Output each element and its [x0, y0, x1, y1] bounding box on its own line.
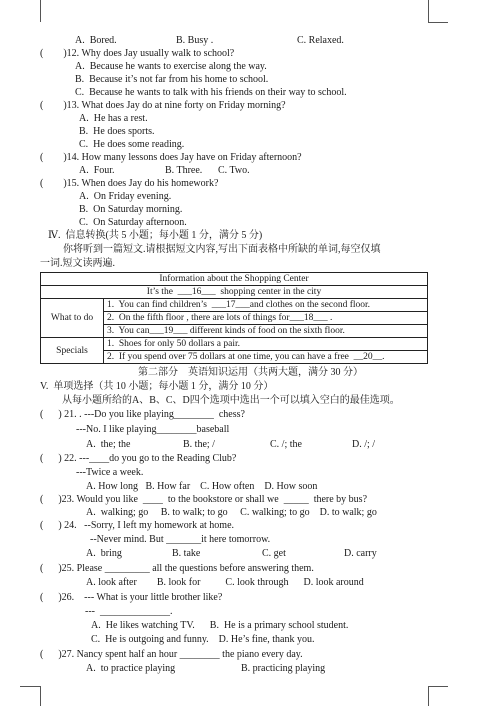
- question-14: ( )14. How many lessons does Jay have on Friday afternoon?: [40, 152, 302, 163]
- q14-option-b: B. Three.: [165, 165, 203, 176]
- q14-option-a: A. Four.: [79, 165, 115, 176]
- q13-option-c: C. He does some reading.: [79, 139, 185, 150]
- question-22: ( ) 22. ---____do you go to the Reading Club?: [40, 453, 237, 464]
- q13-option-a: A. He has a rest.: [79, 113, 148, 124]
- question-13: ( )13. What does Jay do at nine forty on Friday morning?: [40, 100, 286, 111]
- question-26: ( )26. --- What is your little brother like?: [40, 592, 223, 603]
- q25-options: A. look after B. look for C. look through D. look around: [86, 577, 364, 588]
- crop-mark-bottom-left: [40, 686, 41, 706]
- q15-option-a: A. On Friday evening.: [79, 191, 172, 202]
- q21-option-d: D. /; /: [352, 439, 376, 450]
- section-4-instruction: 你将听到一篇短文.请根据短文内容,写出下面表格中所缺的单词,每空仅填: [63, 244, 381, 255]
- crop-mark-bottom-left-h: [20, 686, 40, 687]
- specials-item-1: 1. Shoes for only 50 dollars a pair.: [104, 338, 428, 351]
- q21-option-c: C. /; the: [270, 439, 302, 450]
- q11-option-c: C. Relaxed.: [297, 35, 344, 46]
- crop-mark-bottom-right-h: [428, 686, 448, 687]
- q22-options: A. How long B. How far C. How often D. How soon: [86, 481, 318, 492]
- q12-option-b: B. Because it’s not far from his home to school.: [75, 74, 269, 85]
- q14-option-c: C. Two.: [218, 165, 250, 176]
- q27-option-b: B. practicing playing: [241, 663, 326, 674]
- specials-item-2: 2. If you spend over 75 dollars at one time, you can have a free __20__.: [104, 351, 428, 364]
- q13-option-b: B. He does sports.: [79, 126, 155, 137]
- q15-option-c: C. On Saturday afternoon.: [79, 217, 187, 228]
- question-21: ( ) 21. . ---Do you like playing________ chess?: [40, 409, 245, 420]
- question-24-reply: --Never mind. But _______it here tomorrow.: [90, 534, 271, 545]
- q21-option-a: A. the; the: [86, 439, 131, 450]
- what-to-do-label: What to do: [41, 299, 104, 338]
- crop-mark-top-right: [428, 0, 429, 22]
- table-header: Information about the Shopping Center: [41, 273, 428, 286]
- shopping-center-table: [40, 272, 428, 364]
- q24-option-c: C. get: [262, 548, 286, 559]
- q11-option-b: B. Busy .: [176, 35, 214, 46]
- crop-mark-top-left: [40, 0, 41, 22]
- question-27: ( )27. Nancy spent half an hour ________ the piano every day.: [40, 649, 303, 660]
- q23-options: A. walking; go B. to walk; to go C. walking; to go D. to walk; go: [86, 507, 377, 518]
- crop-mark-bottom-right: [428, 686, 429, 706]
- crop-mark-top-right-h: [428, 22, 448, 23]
- question-25: ( )25. Please _________ all the questions before answering them.: [40, 563, 314, 574]
- section-5-heading: V. 单项选择（共 10 小题；每小题 1 分，满分 10 分）: [40, 381, 274, 392]
- section-5-instruction: 从每小题所给的A、B、C、D四个选项中选出一个可以填入空白的最佳选项。: [62, 395, 400, 406]
- q15-option-b: B. On Saturday morning.: [79, 204, 183, 215]
- specials-label: Specials: [41, 338, 104, 364]
- q21-option-b: B. the; /: [183, 439, 215, 450]
- section-4-heading: Ⅳ. 信息转换(共 5 小题；每小题 1 分，满分 5 分): [48, 230, 263, 241]
- q12-option-a: A. Because he wants to exercise along the way.: [75, 61, 267, 72]
- q12-option-c: C. Because he wants to talk with his friends on their way to school.: [75, 87, 347, 98]
- q11-option-a: A. Bored.: [75, 35, 117, 46]
- what-to-do-item-1: 1. You can find children’s ___17___and clothes on the second floor.: [104, 299, 428, 312]
- question-12: ( )12. Why does Jay usually walk to school?: [40, 48, 235, 59]
- table-row-shopping-center: It’s the ___16___ shopping center in the city: [41, 286, 428, 299]
- what-to-do-item-2: 2. On the fifth floor , there are lots of things for___18___ .: [104, 312, 428, 325]
- what-to-do-item-3: 3. You can___19___ different kinds of food on the sixth floor.: [104, 325, 428, 338]
- question-22-reply: ---Twice a week.: [76, 467, 144, 478]
- question-23: ( )23. Would you like ____ to the bookstore or shall we _____ there by bus?: [40, 494, 368, 505]
- q24-option-a: A. bring: [86, 548, 122, 559]
- q26-options-cd: C. He is outgoing and funny. D. He’s fine, thank you.: [91, 634, 315, 645]
- q24-option-b: B. take: [172, 548, 201, 559]
- question-26-reply: --- ______________.: [85, 606, 173, 617]
- section-4-instruction-cont: 一词.短文读两遍.: [40, 258, 115, 269]
- q26-options-ab: A. He likes watching TV. B. He is a primary school student.: [91, 620, 349, 631]
- question-24: ( ) 24. --Sorry, I left my homework at home.: [40, 520, 235, 531]
- question-21-reply: ---No. I like playing________baseball: [76, 424, 230, 435]
- question-15: ( )15. When does Jay do his homework?: [40, 178, 219, 189]
- part-2-heading: 第二部分 英语知识运用（共两大题，满分 30 分）: [138, 367, 363, 378]
- q24-option-d: D. carry: [344, 548, 377, 559]
- q27-option-a: A. to practice playing: [86, 663, 176, 674]
